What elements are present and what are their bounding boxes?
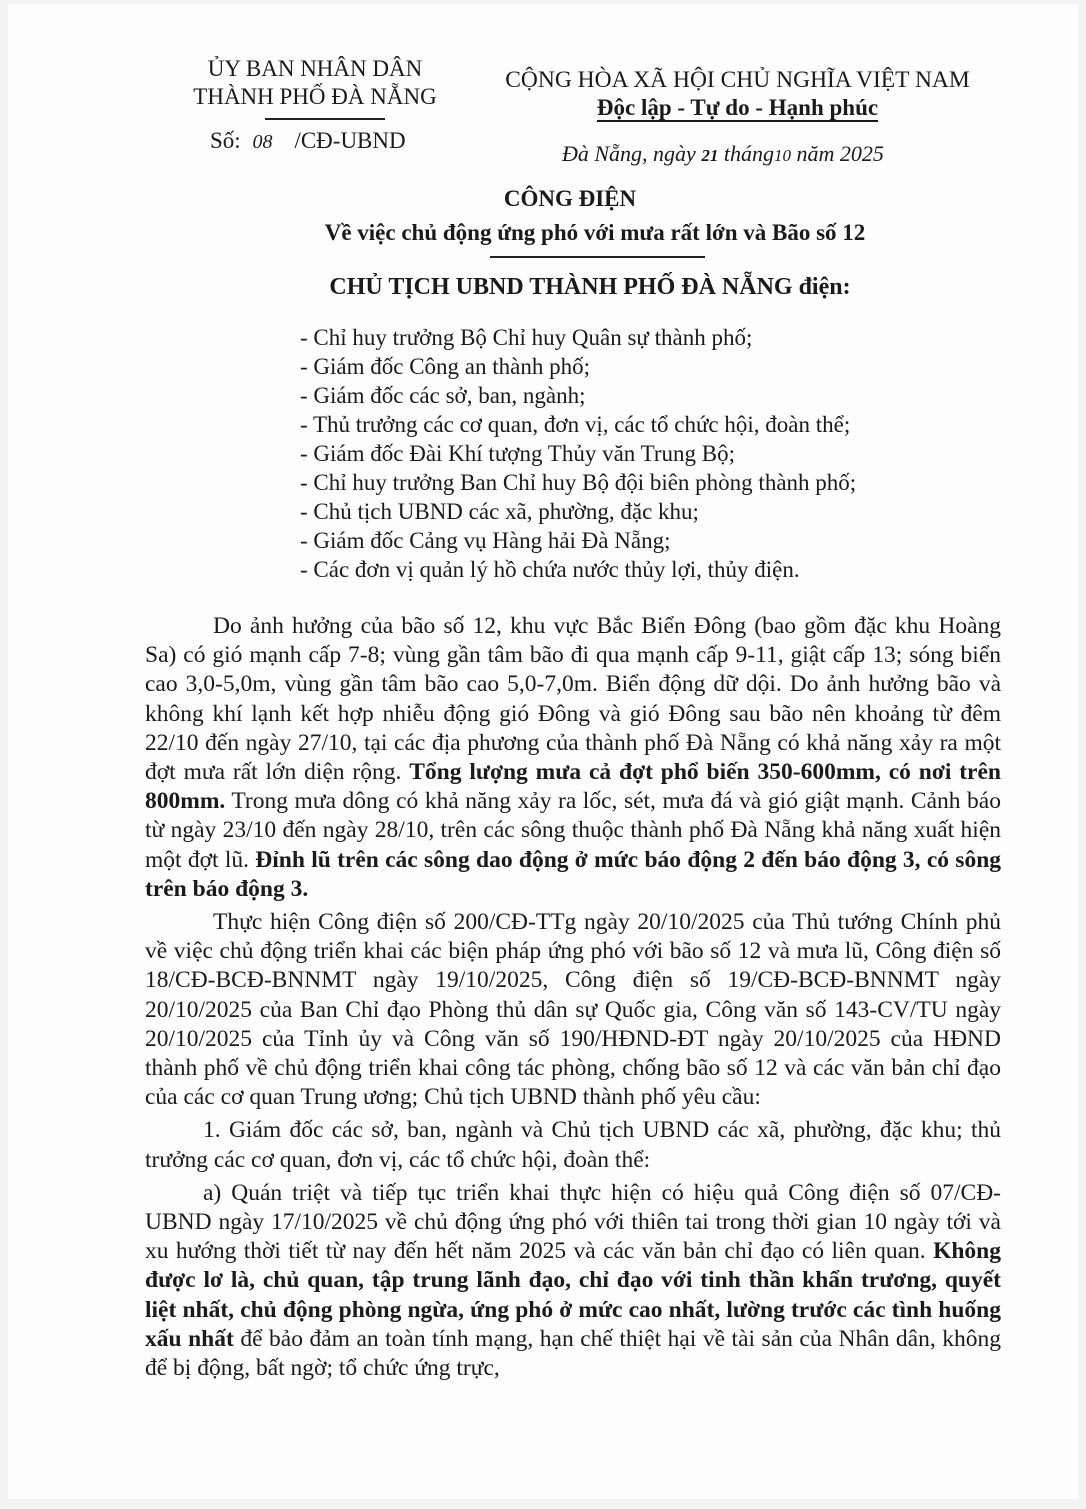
- document-body: [145, 612, 1001, 1387]
- recipient-item: - Giám đốc Đài Khí tượng Thủy văn Trung Bộ;: [300, 441, 736, 466]
- body-text: Trong mưa dông có khả năng xảy ra lốc, sét, mưa đá và gió giật mạnh. Cảnh báo từ ngày 23/10 đến ngày 28/10, trên các sông thuộc thành phố Đà Nẵng khả năng xuất hiện một đợt lũ.: [145, 788, 1001, 873]
- recipient-item: - Giám đốc Công an thành phố;: [300, 354, 591, 379]
- issuer-line2: THÀNH PHỐ ĐÀ NẴNG: [193, 84, 437, 109]
- issuer-line1: ỦY BAN NHÂN DÂN: [207, 56, 423, 81]
- document-type: CÔNG ĐIỆN: [503, 186, 637, 211]
- recipient-item: - Chỉ huy trưởng Bộ Chỉ huy Quân sự thành phố;: [300, 325, 753, 350]
- document-number: [210, 128, 406, 154]
- issue-date: [562, 141, 884, 167]
- recipient-item: - Chủ tịch UBND các xã, phường, đặc khu;: [300, 499, 699, 524]
- recipient-item: - Giám đốc các sở, ban, ngành;: [300, 383, 586, 408]
- date-prefix: Đà Nẵng, ngày: [562, 141, 696, 166]
- bold-text: Đỉnh lũ trên các sông dao động ở mức báo động 2 đến báo động 3, có sông trên báo động 3.: [145, 846, 1002, 902]
- national-motto: Độc lập - Tự do - Hạnh phúc: [596, 95, 879, 120]
- body-text: 1. Giám đốc các sở, ban, ngành và Chủ tịch UBND các xã, phường, đặc khu; thủ trưởng các cơ quan, đơn vị, các tổ chức hội, đoàn thể:: [145, 1117, 1001, 1173]
- body-text: để bảo đảm an toàn tính mạng, hạn chế thiệt hại về tài sản của Nhân dân, không để bị động, bất ngờ; tổ chức ứng trực,: [145, 1325, 1001, 1382]
- number-label: Số:: [210, 128, 241, 153]
- body-text: Do ảnh hưởng của bão số 12, khu vực Bắc Biển Đông (bao gồm đặc khu Hoàng Sa) có gió mạnh cấp 7-8; vùng gần tâm bão đi qua mạnh cấp 9-11, giật cấp 13; sóng biển cao 3,0-5,0m, vùng gần tâm bão cao 5,0-7,0m. Biển động dữ dội. Do ảnh hưởng bão và không khí lạnh kết hợp nhiễu động gió Đông và gió Đông sau bão nên khoảng từ đêm 22/10 đến ngày 27/10, tại các địa phương của thành phố Đà Nẵng có khả năng xảy ra một đợt mưa rất lớn diện rộng.: [145, 613, 1001, 786]
- number-value: 08: [252, 131, 273, 153]
- body-paragraph: [145, 1179, 1001, 1383]
- recipient-list: [300, 323, 856, 584]
- number-suffix: /CĐ-UBND: [294, 128, 406, 153]
- date-day: 21: [701, 146, 719, 165]
- body-paragraph: [145, 1116, 1001, 1174]
- date-month: 10: [773, 146, 791, 165]
- body-text: a) Quán triệt và tiếp tục triển khai thực hiện có hiệu quả Công điện số 07/CĐ-UBND ngày 17/10/2025 về chủ động ứng phó với thiên tai trong thời gian 10 ngày tới và xu hướng thời tiết từ nay đến hết năm 2025 và các văn bản chỉ đạo có liên quan.: [145, 1179, 1001, 1265]
- recipient-item: - Các đơn vị quản lý hồ chứa nước thủy lợi, thủy điện.: [300, 557, 800, 582]
- body-paragraph: [145, 908, 1001, 1112]
- recipient-item: - Chỉ huy trưởng Ban Chỉ huy Bộ đội biên phòng thành phố;: [300, 470, 857, 495]
- bold-text: Tổng lượng mưa cả đợt phổ biến 350-600mm, có nơi trên 800mm.: [145, 759, 1001, 815]
- bold-text: Không được lơ là, chủ quan, tập trung lãnh đạo, chỉ đạo với tinh thần khẩn trương, quyết liệt nhất, chủ động phòng ngừa, ứng phó ở mức cao nhất, lường trước các tình huống xấu nhất: [145, 1238, 1001, 1352]
- body-text: Thực hiện Công điện số 200/CĐ-TTg ngày 20/10/2025 của Thủ tướng Chính phủ về việc chủ động triển khai các biện pháp ứng phó với bão số 12 và mưa lũ, Công điện số 18/CĐ-BCĐ-BNNMT ngày 19/10/2025, Công điện số 19/CĐ-BCĐ-BNNMT ngày 20/10/2025 của Ban Chỉ đạo Phòng thủ dân sự Quốc gia, Công văn số 143-CV/TU ngày 20/10/2025 của Tỉnh ủy và Công văn số 190/HĐND-ĐT ngày 20/10/2025 của HĐND thành phố về chủ động triển khai công tác phòng, chống bão số 12 và các văn bản chỉ đạo của các cơ quan Trung ương; Chủ tịch UBND thành phố yêu cầu:: [145, 909, 1001, 1111]
- recipient-item: - Giám đốc Cảng vụ Hàng hải Đà Nẵng;: [300, 528, 671, 553]
- date-year: năm 2025: [796, 141, 884, 166]
- issuer-underline: [265, 118, 385, 120]
- body-paragraph: [145, 612, 1001, 904]
- sender-line: CHỦ TỊCH UBND THÀNH PHỐ ĐÀ NẴNG điện:: [329, 274, 851, 300]
- document-subject: Về việc chủ động ứng phó với mưa rất lớn và Bão số 12: [324, 220, 866, 245]
- recipient-item: - Thủ trưởng các cơ quan, đơn vị, các tổ chức hội, đoàn thể;: [300, 412, 851, 437]
- country-name: CỘNG HÒA XÃ HỘI CHỦ NGHĨA VIỆT NAM: [505, 67, 970, 93]
- date-month-label: tháng: [723, 141, 774, 166]
- subject-underline: [490, 256, 705, 258]
